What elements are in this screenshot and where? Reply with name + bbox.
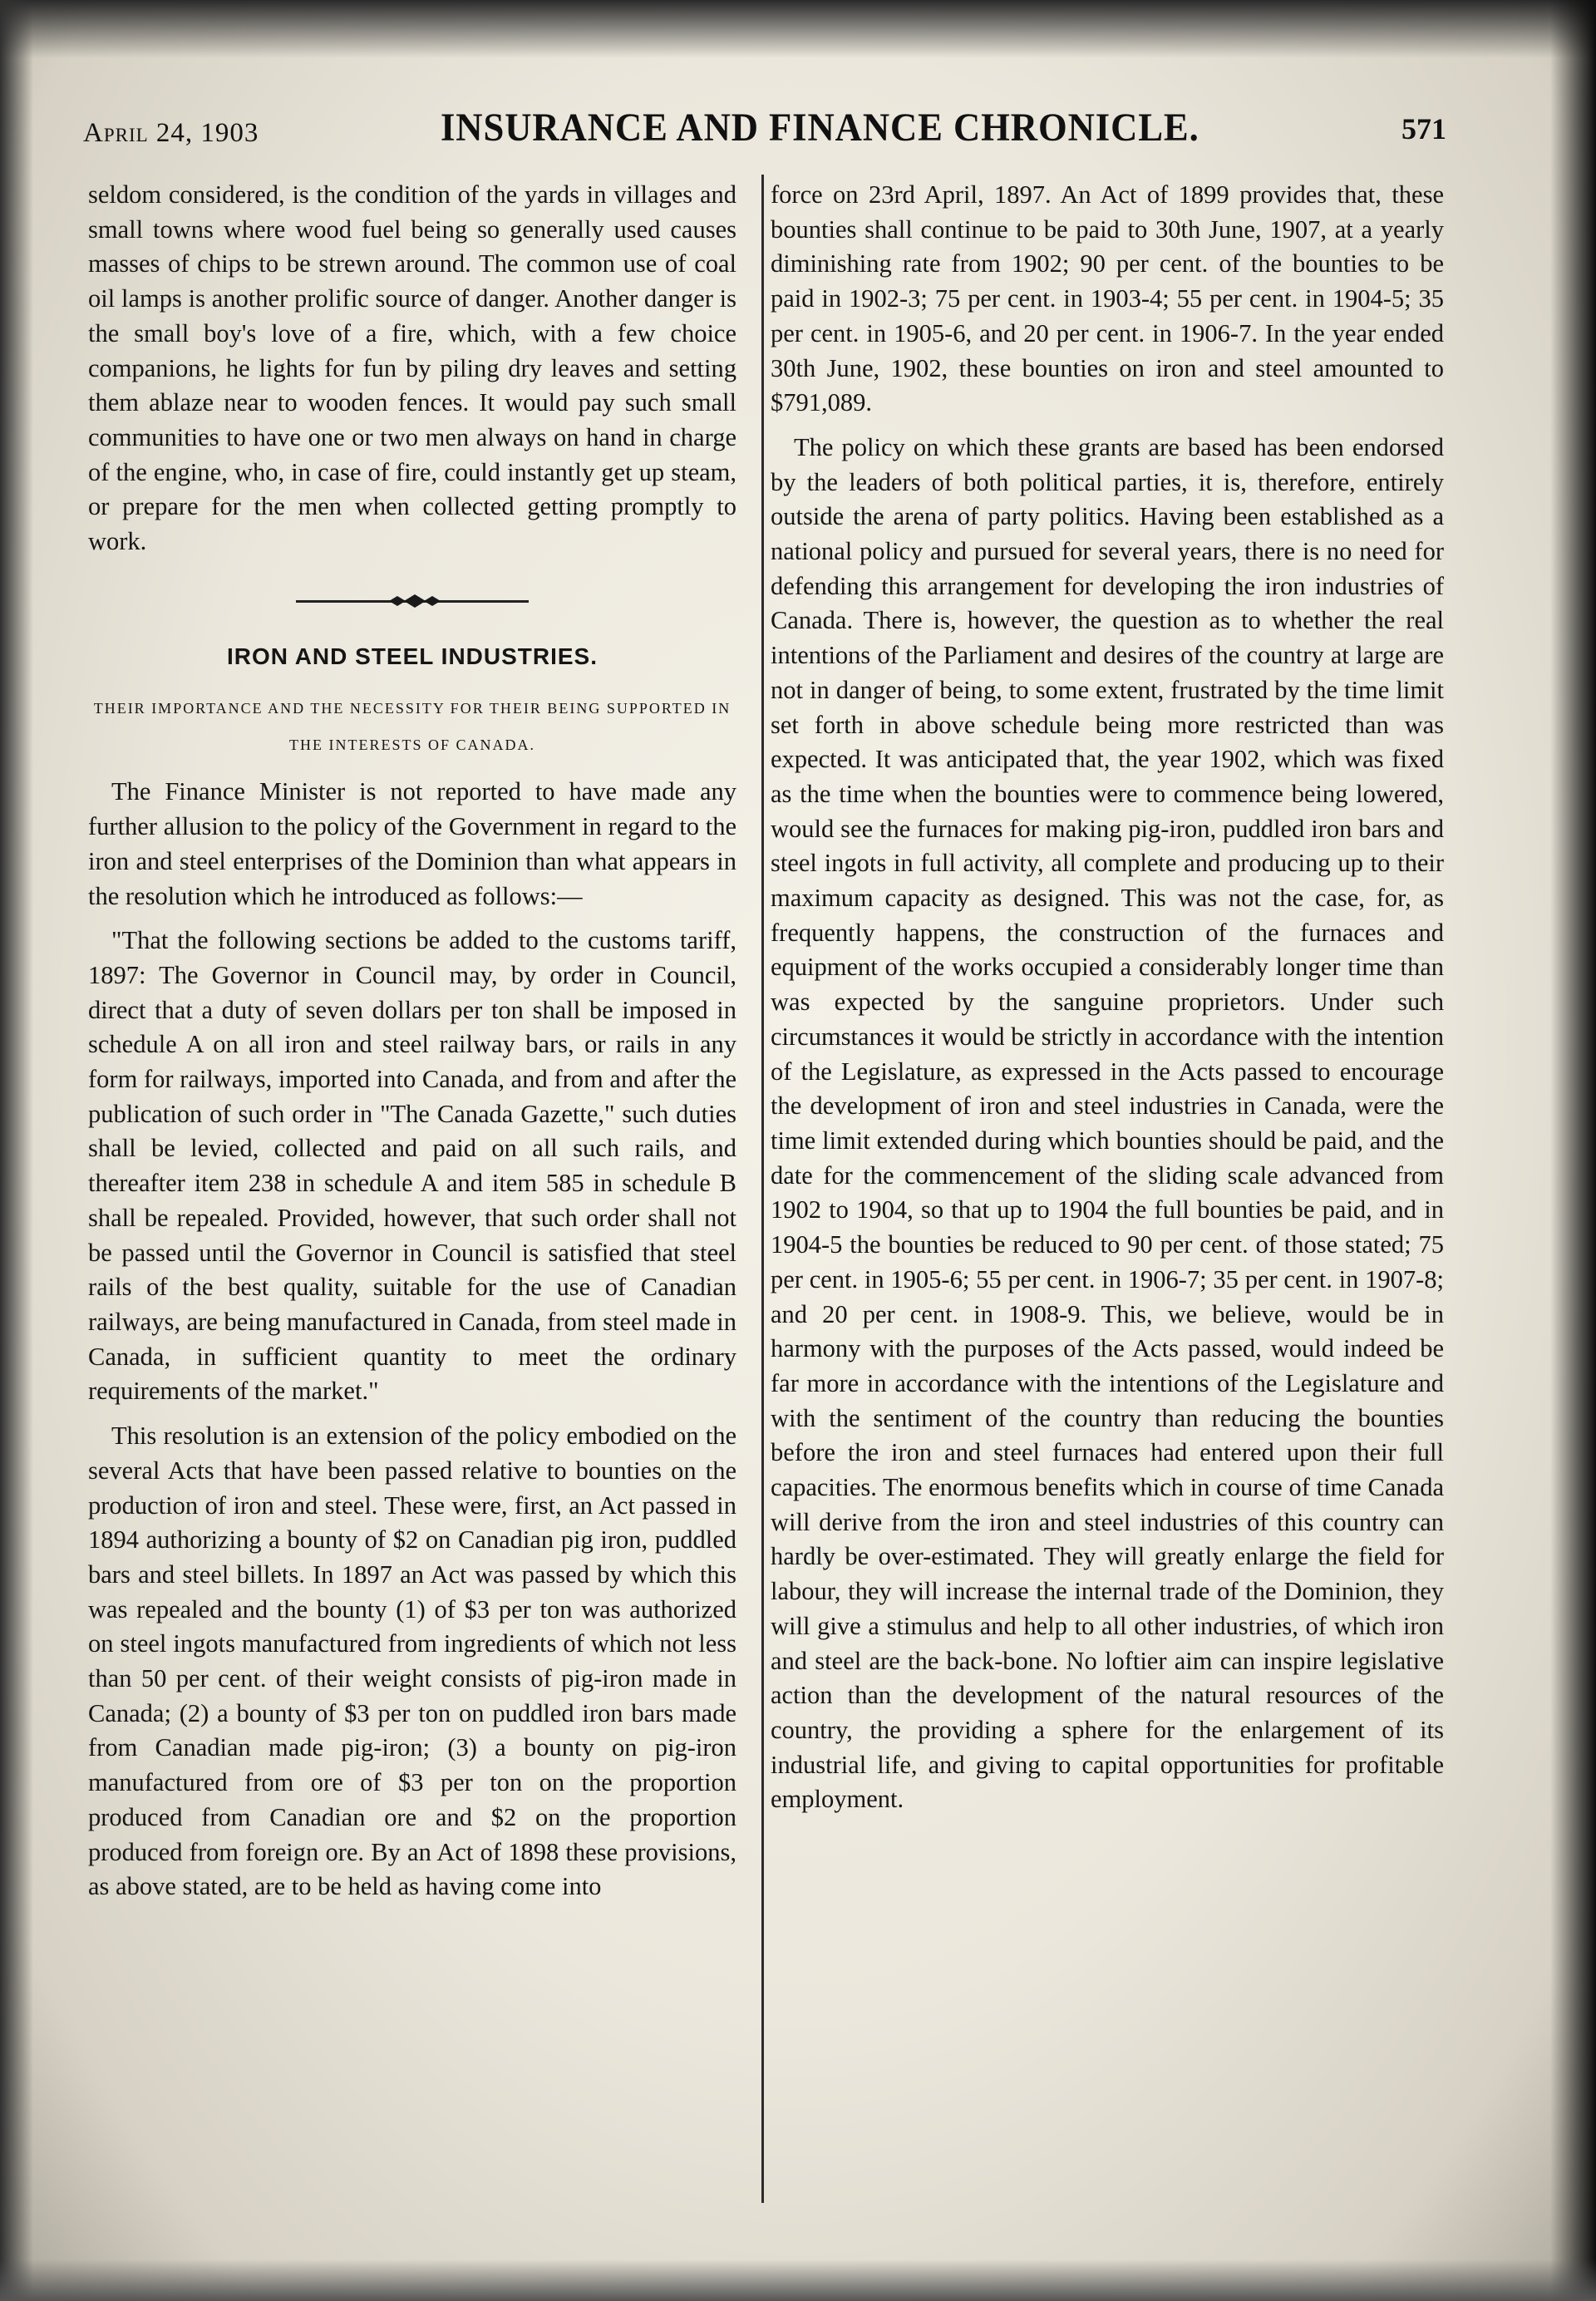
ornament-diamonds-icon <box>386 593 444 609</box>
publication-title: INSURANCE AND FINANCE CHRONICLE. <box>441 106 1199 150</box>
scan-shadow-left <box>0 0 33 2301</box>
resolution-quote: "That the following sections be added to the customs tariff, 1897: The Governor in Council may, by order in Council, direct that a duty of seven dollars per ton shall be imposed in schedule A on all iron and steel railway bars, or rails in any form for railways, imported into Canada, and from and after the publication of such order in "The Canada Gazette," such duties shall be levied, collected and paid on all such rails, and thereafter item 238 in schedule A and item 585 in schedule B shall be repealed. Provided, however, that such order shall not be passed until the Governor in Council is satisfied that steel rails of the best quality, suitable for the use of Canadian railways, are being manufactured in Canada, from steel made in Canada, in sufficient quantity to meet the ordinary requirements of the market." <box>88 926 736 1406</box>
previous-article-continuation: seldom considered, is the condition of the yards in villages and small towns where wood fuel being so generally used causes masses of chips to be strewn around. The common use of coal oil lamps is another prolific source of danger. Another danger is the small boy's love of a fire, which, with a few choice companions, he lights for fun by piling dry leaves and setting them ablaze near to wooden fences. It would pay such small communities to have one or two men always on hand in charge of the engine, who, in case of fire, could instantly get up steam, or prepare for the men when collected getting promptly to work. <box>88 180 736 556</box>
running-header <box>83 100 1446 150</box>
right-column <box>771 178 1444 1817</box>
article-continuation: force on 23rd April, 1897. An Act of 1899 provides that, these bounties shall continue to be paid to 30th June, 1907, at a yearly diminishing rate from 1902; 90 per cent. of the bounties to be paid in 1902-3; 75 per cent. in 1903-4; 55 per cent. in 1904-5; 35 per cent. in 1905-6, and 20 per cent. in 1906-7. In the year ended 30th June, 1902, these bounties on iron and steel amounted to $791,089. <box>771 180 1444 417</box>
scan-shadow-bottom <box>0 2259 1596 2301</box>
article-heading: IRON AND STEEL INDUSTRIES. <box>226 643 598 669</box>
article-subheading: THEIR IMPORTANCE AND THE NECESSITY FOR THEIR BEING SUPPORTED IN THE INTERESTS OF CANADA. <box>93 700 732 754</box>
issue-date: April 24, 1903 <box>83 118 259 148</box>
page-number: 571 <box>1401 112 1446 145</box>
section-ornament <box>296 593 529 609</box>
column-divider <box>761 175 764 2203</box>
left-column <box>88 178 736 1904</box>
article-paragraph: This resolution is an extension of the policy embodied on the several Acts that have been passed relative to bounties on the production of iron and steel. These were, first, an Act passed in 1894 authorizing a bounty of $2 on Canadian pig iron, puddled bars and steel billets. In 1897 an Act was passed by which this was repealed and the bounty (1) of $3 per ton was authorized on steel ingots manufactured from ingredients of which not less than 50 per cent. of their weight consists of pig-iron made in Canada; (2) a bounty of $3 per ton on puddled iron bars made from Canadian made pig-iron; (3) a bounty on pig-iron manufactured from ore of $3 per ton on the proportion produced from Canadian ore and $2 on the proportion produced from foreign ore. By an Act of 1898 these provisions, as above stated, are to be held as having come into <box>88 1421 736 1901</box>
article-paragraph: The policy on which these grants are based has been endorsed by the leaders of both political parties, it is, therefore, entirely outside the arena of party politics. Having been established as a national policy and pursued for several years, there is no need for defending this arrangement for developing the iron industries of Canada. There is, however, the question as to whether the real intentions of the Parliament and desires of the country at large are not in danger of being, to some extent, frustrated by the time limit set forth in above schedule being more restricted than was expected. It was anticipated that, the year 1902, which was fixed as the time when the bounties were to commence being lowered, would see the furnaces for making pig-iron, puddled iron bars and steel ingots in full activity, all complete and producing up to their maximum capacity as designed. This was not the case, for, as frequently happens, the construction of the furnaces and equipment of the works occupied a considerably longer time than was expected by the sanguine proprietors. Under such circumstances it would be strictly in accordance with the intention of the Legislature, as expressed in the Acts passed to encourage the development of iron and steel industries in Canada, were the time limit extended during which bounties should be paid, and the date for the commencement of the sliding scale advanced from 1902 to 1904, so that up to 1904 the full bounties be paid, and in 1904-5 the bounties be reduced to 90 per cent. of those stated; 75 per cent. in 1905-6; 55 per cent. in 1906-7; 35 per cent. in 1907-8; and 20 per cent. in 1908-9. This, we believe, would be in harmony with the purposes of the Acts passed, would indeed be far more in accordance with the intentions of the Legislature and with the sentiment of the country than reducing the bounties before the iron and steel furnaces had entered upon their full capacities. The enormous benefits which in course of time Canada will derive from the iron and steel industries of this country can hardly be over-estimated. They will greatly enlarge the field for labour, they will increase the internal trade of the Dominion, they will give a stimulus and help to all other industries, of which iron and steel are the back-bone. No loftier aim can inspire legislative action than the development of the natural resources of the country, the providing a sphere for the enlargement of its industrial life, and giving to capital opportunities for profitable employment. <box>771 432 1444 1814</box>
scan-shadow-top <box>0 0 1596 58</box>
article-paragraph: The Finance Minister is not reported to have made any further allusion to the policy of the Government in regard to the iron and steel enterprises of the Dominion than what appears in the resolution which he introduced as follows:— <box>88 777 736 910</box>
scan-shadow-right <box>1550 0 1596 2301</box>
